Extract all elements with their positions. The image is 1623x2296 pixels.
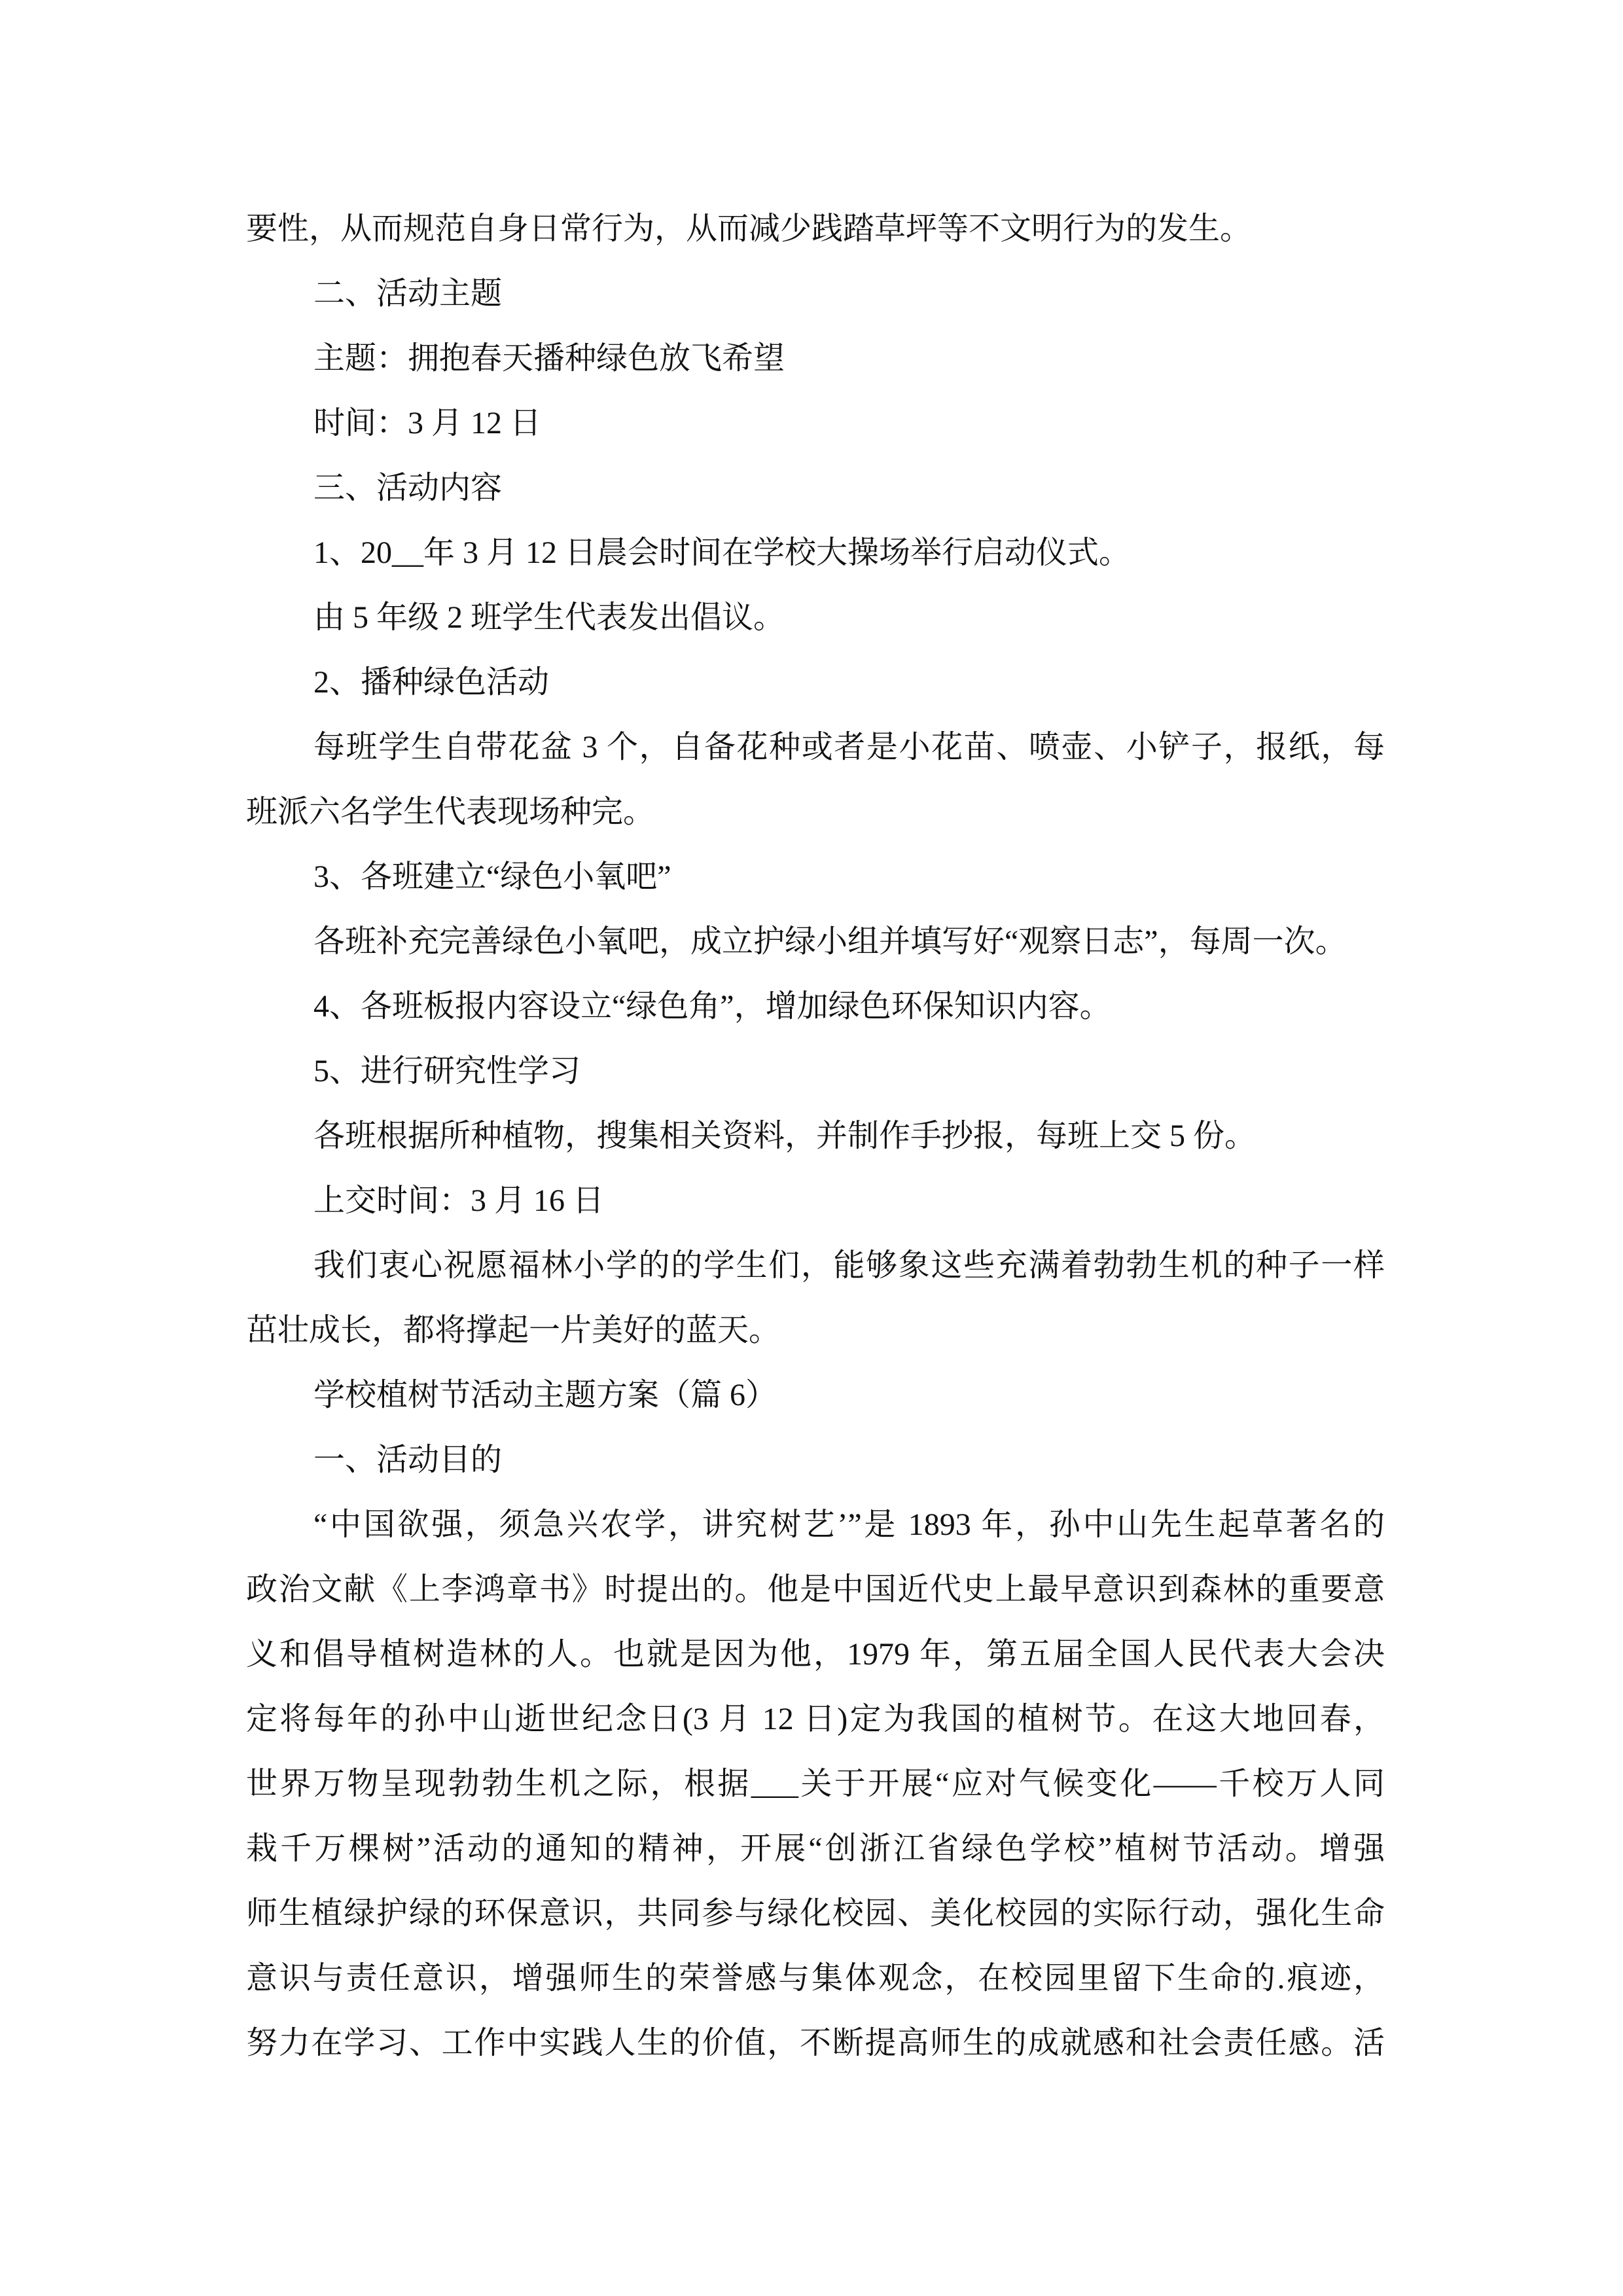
section-heading: 二、活动主题 — [313, 276, 503, 311]
section-heading: 三、活动内容 — [313, 471, 503, 505]
text-line: 政治文献《上李鸿章书》时提出的。他是中国近代史上最早意识到森林的重要意 — [246, 1572, 1385, 1607]
section-heading: 一、活动目的 — [313, 1443, 503, 1477]
text-line: 上交时间：3 月 16 日 — [313, 1183, 605, 1218]
list-item-heading: 4、各班板报内容设立“绿色角”，增加绿色环保知识内容。 — [313, 989, 1111, 1024]
text-line: 茁壮成长，都将撑起一片美好的蓝天。 — [246, 1313, 781, 1348]
text-line: 各班根据所种植物，搜集相关资料，并制作手抄报，每班上交 5 份。 — [313, 1119, 1257, 1153]
text-line: 各班补充完善绿色小氧吧，成立护绿小组并填写好“观察日志”，每周一次。 — [313, 924, 1347, 959]
text-line: 每班学生自带花盆 3 个，自备花种或者是小花苗、喷壶、小铲子，报纸，每 — [313, 730, 1385, 764]
list-item-heading: 2、播种绿色活动 — [313, 665, 550, 700]
list-item-heading: 5、进行研究性学习 — [313, 1054, 581, 1088]
document-section-title: 学校植树节活动主题方案（篇 6） — [313, 1378, 777, 1412]
text-line: 班派六名学生代表现场种完。 — [246, 795, 655, 829]
text-line: 师生植绿护绿的环保意识，共同参与绿化校园、美化校园的实际行动，强化生命 — [246, 1896, 1385, 1931]
text-line: 由 5 年级 2 班学生代表发出倡议。 — [313, 600, 785, 635]
text-line: 意识与责任意识，增强师生的荣誉感与集体观念，在校园里留下生命的.痕迹， — [246, 1961, 1385, 1996]
text-line: 主题：拥抱春天播种绿色放飞希望 — [313, 341, 785, 376]
text-line: 我们衷心祝愿福林小学的的学生们，能够象这些充满着勃勃生机的种子一样 — [313, 1248, 1385, 1283]
text-line: 义和倡导植树造林的人。也就是因为他，1979 年，第五届全国人民代表大会决 — [246, 1637, 1385, 1672]
text-line: 栽千万棵树”活动的通知的精神，开展“创浙江省绿色学校”植树节活动。增强 — [246, 1831, 1385, 1866]
text-line: 定将每年的孙中山逝世纪念日(3 月 12 日)定为我国的植树节。在这大地回春， — [246, 1702, 1385, 1736]
document-body — [246, 196, 1385, 2075]
text-line: 努力在学习、工作中实践人生的价值，不断提高师生的成就感和社会责任感。活 — [246, 2026, 1385, 2060]
text-line: 时间：3 月 12 日 — [313, 406, 542, 440]
text-line: “中国欲强，须急兴农学，讲究树艺’”是 1893 年，孙中山先生起草著名的 — [313, 1507, 1385, 1542]
text-line: 世界万物呈现勃勃生机之际，根据___关于开展“应对气候变化——千校万人同 — [246, 1767, 1385, 1801]
text-line: 1、20__年 3 月 12 日晨会时间在学校大操场举行启动仪式。 — [313, 535, 1131, 570]
text-line: 要性，从而规范自身日常行为，从而减少践踏草坪等不文明行为的发生。 — [246, 211, 1252, 246]
list-item-heading: 3、各班建立“绿色小氧吧” — [313, 859, 671, 894]
